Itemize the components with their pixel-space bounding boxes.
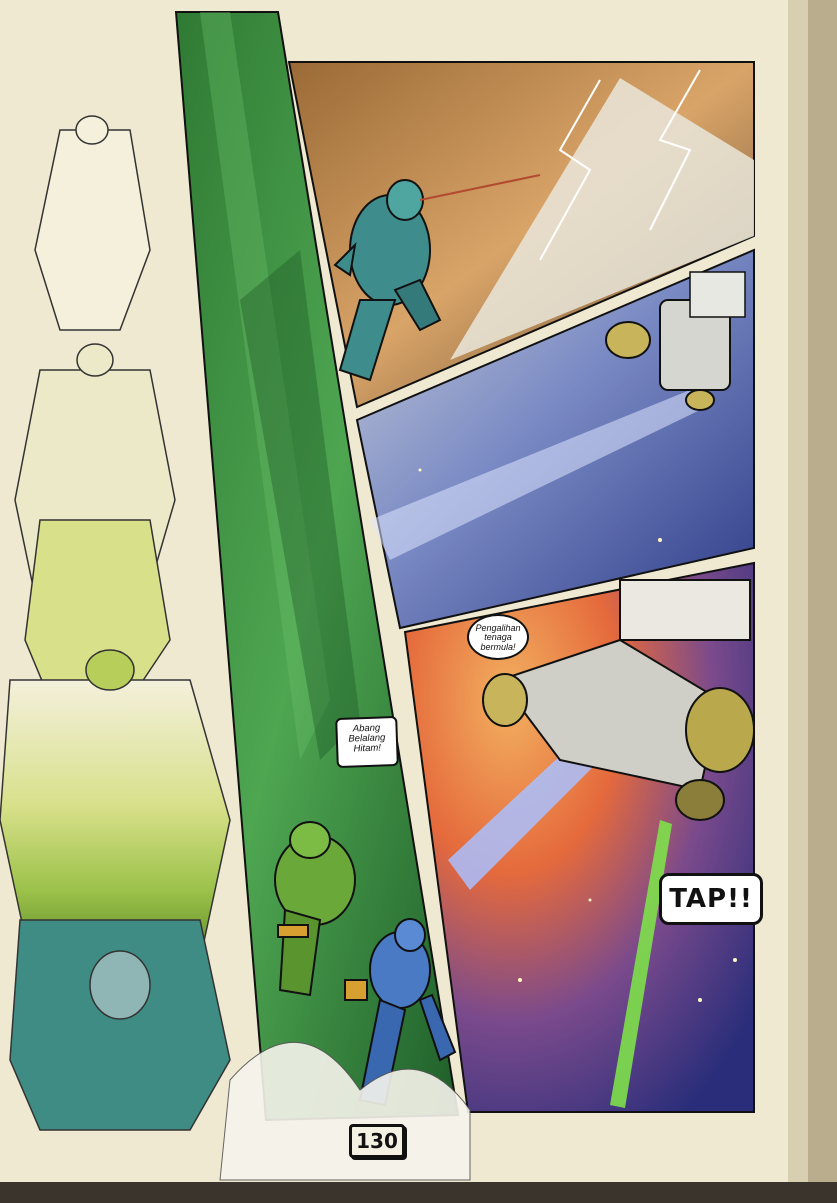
abang-line-3: Hitam!	[353, 742, 382, 755]
speech-bubble-abang	[335, 716, 399, 768]
speech-bubble-pengalihan	[467, 614, 529, 660]
pengalihan-line-3: bermula!	[480, 641, 516, 652]
abang-line-2: Belalang	[348, 732, 386, 745]
page-number: 130	[349, 1124, 405, 1158]
pengalihan-line-1: Pengalihan	[475, 623, 521, 633]
panel-laser	[405, 563, 754, 1112]
abang-line-1: Abang	[352, 722, 381, 735]
sound-effect-tap: TAP!!	[659, 873, 763, 925]
pengalihan-line-2: tenaga	[484, 632, 512, 643]
